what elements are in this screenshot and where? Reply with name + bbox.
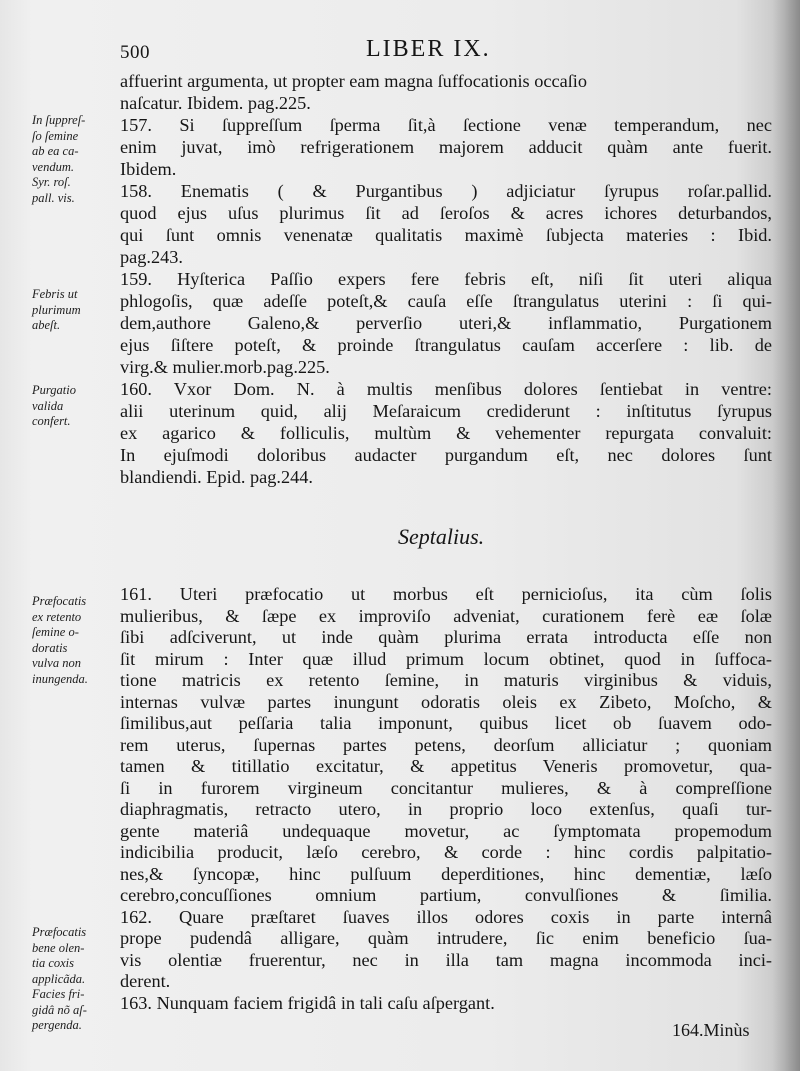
text-line: 162. Quare præſtaret ſuaves illos odores coxis in parte internâ [120, 906, 772, 927]
margin-note-line: valida [32, 398, 64, 413]
margin-note-line: bene olen- [32, 940, 85, 955]
text-line: phlogoſis, quæ adeſſe poteſt,& cauſa eſſe ſtrangulatus uterini : ſi qui- [120, 291, 772, 311]
body-text-top [120, 70, 772, 488]
margin-note-line: vulva non [32, 656, 81, 670]
margin-note-line: ſemine o- [32, 625, 79, 639]
margin-note-line: Facies fri- [32, 987, 85, 1001]
running-head: LIBER IX. [366, 36, 491, 62]
margin-note [32, 925, 118, 1034]
section-title: Septalius. [398, 524, 485, 549]
text-line: affuerint argumenta, ut propter eam magna ſuffocationis occaſio [120, 71, 588, 91]
text-line: ſibi adſciverunt, ut inde quàm plurima errata introducta eſſe non [120, 627, 772, 647]
text-line: indicibilia producit, læſo cerebro, & corde : hinc cordis palpitatio- [120, 842, 772, 862]
catchword: 164.Minùs [672, 1020, 750, 1040]
margin-note-line: Præfocatis [32, 594, 87, 608]
page-gutter-shadow [772, 0, 800, 1071]
text-line: tamen & titillatio excitatur, & appetitus Veneris promovetur, qua- [120, 756, 772, 776]
text-line: 157. Si ſuppreſſum ſperma ſit,à ſectione venæ temperandum, nec [120, 115, 772, 135]
margin-note-line: ſo ſemine [32, 128, 79, 143]
margin-note-line: applicãda. [32, 971, 86, 986]
text-line: derent. [120, 971, 171, 991]
text-line: gente materiâ undequaque movetur, ac ſymptomata propemodum [120, 820, 772, 841]
margin-note-line: pergenda. [32, 1018, 82, 1032]
text-line: virg.& mulier.morb.pag.225. [120, 357, 330, 377]
margin-note-line: ab ea ca- [32, 144, 79, 158]
margin-note-line: Purgatio [32, 383, 76, 397]
text-line: quod ejus uſus plurimus ſit ad ſeroſos & acres ichores deturbandos, [120, 203, 772, 223]
text-line: 163. Nunquam faciem frigidâ in tali caſu aſpergant. [120, 992, 495, 1013]
text-line: Ibidem. [120, 159, 177, 179]
text-line: tione matricis ex retento ſemine, in maturis virginibus & viduis, [120, 670, 772, 690]
text-line: mulieribus, & ſæpe ex improviſo adveniat, curationem ferè eæ ſolæ [120, 605, 772, 626]
text-line: nes,& ſyncopæ, hinc pulſuum deperditiones, hinc dementiæ, læſo [120, 863, 772, 884]
text-line: ex agarico & folliculis, multùm & vehementer repurgata convaluit: [120, 423, 772, 443]
text-line: ſi in furorem virgineum concitantur mulieres, & à compreſſione [120, 777, 772, 798]
text-line: vis olentiæ fruerentur, nec in illa tam magna incommoda inci- [120, 949, 772, 970]
margin-note-line: gidâ nõ aſ- [32, 1002, 87, 1017]
margin-note-line: inungenda. [32, 671, 88, 686]
margin-note [32, 287, 118, 334]
text-line: dem,authore Galeno,& perverſio uteri,& inflammatio, Purgationem [120, 313, 772, 333]
body-text-bottom [120, 584, 772, 1014]
margin-note-line: Præfocatis [32, 925, 87, 939]
text-line: ſit mirum : Inter quæ illud primum locum obtinet, quod in ſuffoca- [120, 648, 772, 669]
margin-note-line: confert. [32, 414, 71, 428]
margin-note-line: Syr. roſ. [32, 175, 71, 189]
text-line: In ejuſmodi doloribus audacter purgandum eſt, nec dolores ſunt [120, 445, 772, 465]
text-line: 159. Hyſterica Paſſio expers fere febris eſt, niſi ſit uteri aliqua [120, 269, 772, 289]
margin-note-line: vendum. [32, 159, 74, 174]
text-line: enim juvat, imò refrigerationem majorem adducit quàm ante fuerit. [120, 137, 772, 157]
margin-note [32, 594, 118, 687]
margin-note-line: plurimum [32, 302, 81, 317]
margin-note-line: Febris ut [32, 287, 78, 301]
page-header [0, 34, 800, 74]
margin-note [32, 113, 118, 206]
margin-note-line: In ſuppreſ- [32, 113, 86, 127]
text-line: rem uterus, ſupernas partes petens, deorſum alliciatur ; quoniam [120, 734, 772, 755]
text-line: prope pudendâ alligare, quàm intrudere, ſic enim beneficio ſua- [120, 928, 772, 948]
page-number: 500 [120, 42, 150, 63]
margin-note-line: pall. vis. [32, 190, 75, 205]
margin-note-line: abeſt. [32, 318, 61, 332]
margin-note-line: tia coxis [32, 956, 75, 970]
text-line: 158. Enematis ( & Purgantibus ) adjiciatur ſyrupus roſar.pallid. [120, 181, 772, 201]
text-line: 160. Vxor Dom. N. à multis menſibus dolores ſentiebat in ventre: [120, 379, 772, 399]
text-line: naſcatur. Ibidem. pag.225. [120, 93, 311, 113]
text-line: blandiendi. Epid. pag.244. [120, 467, 313, 487]
text-line: ſimilibus,aut peſſaria talia imponunt, quibus licet ob ſuavem odo- [120, 713, 772, 733]
text-line: internas vulvæ partes inungunt odoratis oleis ex Zibeto, Moſcho, & [120, 691, 772, 712]
text-line: alii uterinum quid, alij Meſaraicum crediderunt : inſtitutus ſyrupus [120, 401, 772, 421]
text-line: cerebro,concuſſiones omnium partium, convulſiones & ſimilia. [120, 885, 772, 905]
margin-note-line: ex retento [32, 609, 82, 624]
margin-note [32, 383, 118, 430]
text-line: pag.243. [120, 247, 183, 267]
margin-note-line: doratis [32, 640, 68, 655]
text-line: ejus ſiſtere poteſt, & proinde ſtrangulatus cauſam accerſere : lib. de [120, 335, 772, 355]
text-line: qui ſunt omnis venenatæ qualitatis maximè ſubjecta materies : Ibid. [120, 225, 772, 245]
text-line: 161. Uteri præfocatio ut morbus eſt pernicioſus, ita cùm ſolis [120, 584, 772, 604]
text-line: diaphragmatis, retracto utero, in proprio loco extenſus, quaſi tur- [120, 799, 772, 819]
